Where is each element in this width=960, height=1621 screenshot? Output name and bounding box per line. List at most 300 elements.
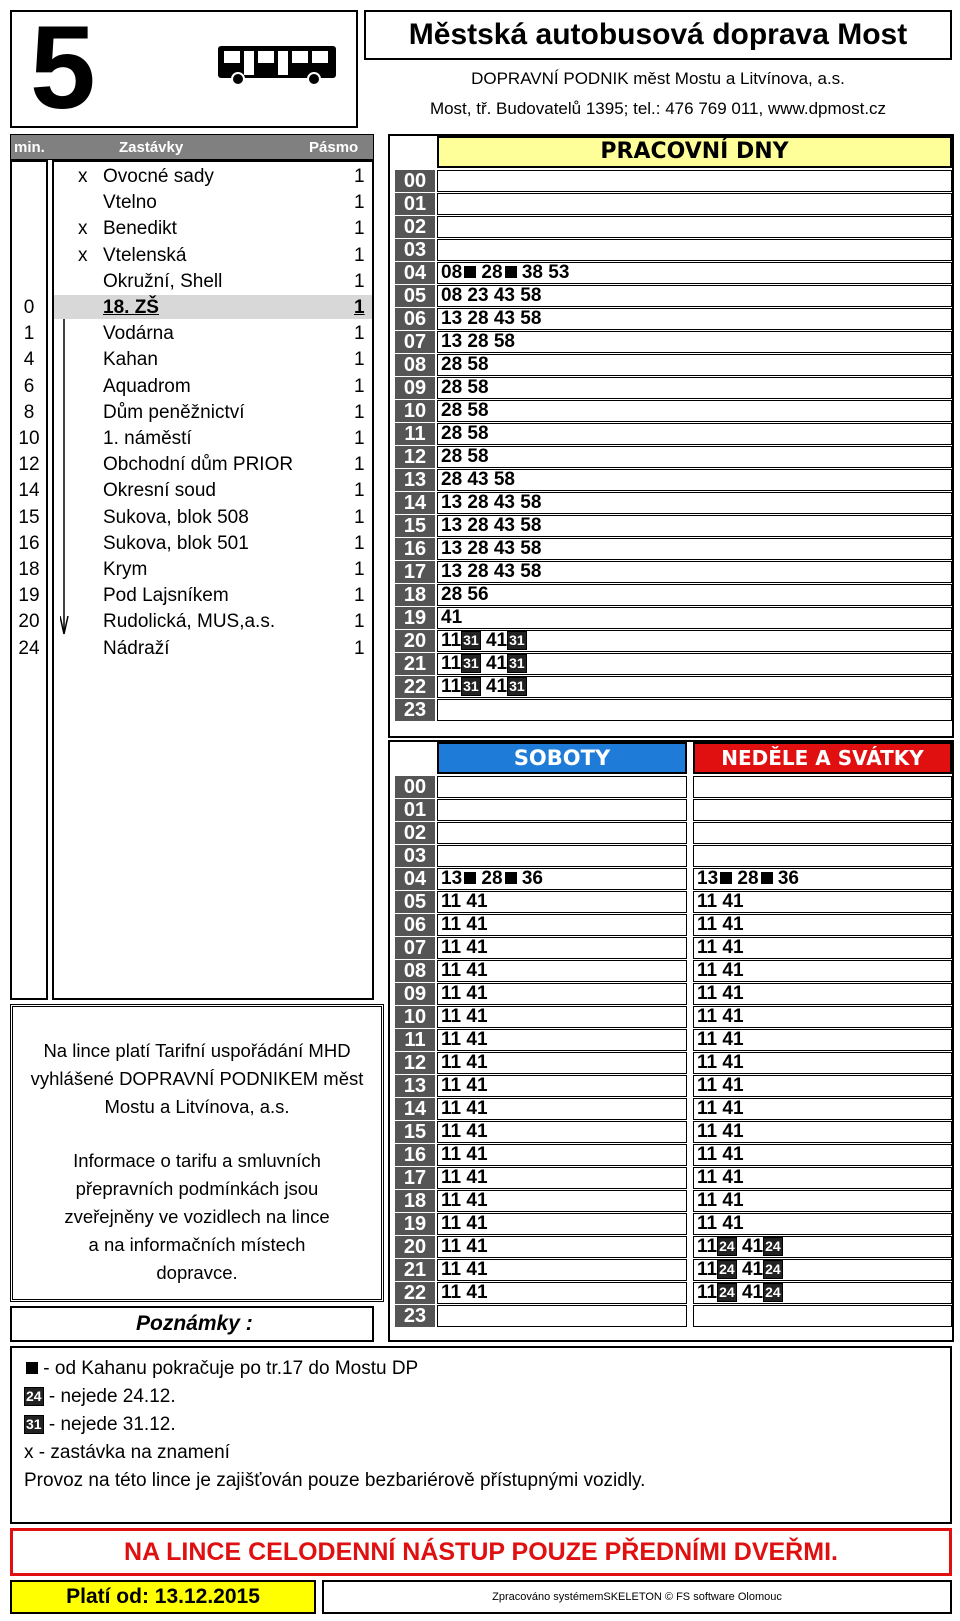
workday-times [441, 584, 489, 606]
sunday-time: 41 [722, 1052, 744, 1073]
workday-time: 13 [441, 561, 463, 582]
hour-cell: 04 [395, 868, 435, 890]
line-number-box [10, 2, 358, 134]
sunday-time: 13 [697, 868, 719, 889]
legend-request-stop: x - zastávka na znamení [24, 1442, 230, 1463]
workday-time: 53 [548, 262, 570, 283]
workday-time: 58 [520, 492, 542, 513]
credit: Zpracováno systémemSKELETON © FS software Olomouc [322, 1580, 952, 1614]
hour-cell: 05 [395, 285, 435, 307]
saturday-time: 41 [466, 914, 488, 935]
line-number: 5 [30, 2, 92, 134]
stop-name: Benedikt [103, 218, 177, 240]
hour-cell: 18 [395, 584, 435, 606]
notes-label-box [10, 1306, 374, 1342]
workday-times [441, 469, 515, 491]
stop-minute: 16 [18, 532, 40, 554]
hour-cell: 17 [395, 561, 435, 583]
day-exception-marker: 24 [719, 1261, 735, 1277]
time-row [437, 239, 952, 261]
time-row [437, 699, 952, 721]
time-row [693, 1305, 952, 1327]
workday-time: 11 [441, 630, 462, 651]
time-row [693, 799, 952, 821]
stop-zone: 1 [354, 244, 365, 266]
sunday-times [697, 937, 744, 959]
bus-icon [216, 44, 338, 86]
saturday-time: 41 [466, 1144, 488, 1165]
workday-time: 28 [441, 584, 463, 605]
workday-time: 11 [441, 653, 462, 674]
stop-name: Obchodní dům PRIOR [103, 454, 294, 476]
saturday-time: 11 [441, 983, 462, 1004]
workday-time: 28 [441, 446, 463, 467]
hour-cell: 11 [395, 1029, 435, 1051]
saturday-time: 11 [441, 1075, 462, 1096]
workday-time: 28 [441, 354, 463, 375]
hour-cell: 00 [395, 776, 435, 798]
sunday-times [697, 1029, 744, 1051]
stop-zone: 1 [354, 297, 365, 318]
saturday-time: 41 [466, 1075, 488, 1096]
hour-cell: 16 [395, 538, 435, 560]
info-note-line: Informace o tarifu a smluvních [73, 1150, 321, 1171]
workday-time: 28 [467, 331, 489, 352]
sunday-time: 41 [722, 937, 744, 958]
time-row [437, 400, 952, 422]
sunday-times [697, 960, 744, 982]
company-name: DOPRAVNÍ PODNIK měst Mostu a Litvínova, a.s. [471, 69, 845, 88]
time-row [437, 446, 952, 468]
stop-minute: 24 [18, 637, 40, 659]
hour-cell: 03 [395, 845, 435, 867]
stop-zone: 1 [354, 559, 365, 580]
stop-name: 18. ZŠ [103, 297, 159, 318]
sunday-time: 11 [697, 1029, 718, 1050]
stop-name: Sukova, blok 508 [103, 506, 249, 528]
sunday-time: 41 [722, 960, 744, 981]
stop-zone: 1 [354, 375, 365, 397]
saturday-times [441, 914, 488, 936]
stop-minute: 6 [23, 375, 35, 397]
saturday-times [441, 1282, 488, 1304]
hour-cell: 13 [395, 469, 435, 491]
sunday-time: 41 [722, 914, 744, 935]
workday-time: 58 [493, 469, 515, 490]
request-stop-mark: x [78, 166, 88, 187]
day-exception-marker: 24 [765, 1284, 781, 1300]
workday-time: 08 [441, 285, 463, 306]
workday-time: 58 [467, 446, 489, 467]
workday-time: 28 [441, 469, 463, 490]
tariff-info-box [10, 1004, 384, 1302]
stop-minute: 1 [23, 323, 35, 345]
workday-time: 13 [441, 515, 463, 536]
stop-minute [10, 216, 48, 242]
workday-time: 28 [441, 400, 463, 421]
workday-time: 28 [481, 262, 503, 283]
stop-minute: 8 [23, 401, 35, 423]
time-row [437, 607, 952, 629]
workday-times [441, 423, 489, 445]
day-exception-marker: 24 [719, 1238, 735, 1254]
workday-times [441, 653, 527, 675]
saturday-time: 11 [441, 1213, 462, 1234]
sunday-time: 11 [697, 914, 718, 935]
sunday-time: 11 [697, 960, 718, 981]
saturday-times [441, 868, 543, 890]
valid-from: Platí od: 13.12.2015 [10, 1580, 316, 1614]
stop-zone: 1 [354, 401, 365, 423]
tariff-note-line: Na lince platí Tarifní uspořádání MHD [43, 1040, 351, 1061]
workday-times [441, 607, 462, 629]
stop-zone: 1 [354, 349, 365, 371]
sunday-time: 41 [722, 1167, 744, 1188]
saturday-time: 11 [441, 1121, 462, 1142]
time-row [693, 776, 952, 798]
legend-square: - od Kahanu pokračuje po tr.17 do Mostu DP [24, 1358, 418, 1380]
sunday-times [697, 1236, 783, 1258]
time-row [437, 377, 952, 399]
stop-minute [10, 164, 48, 190]
sunday-time: 41 [741, 1282, 764, 1303]
request-stop-mark: x [78, 218, 88, 240]
sunday-times [697, 983, 744, 1005]
stop-zone: 1 [354, 166, 365, 187]
day-exception-marker: 31 [463, 655, 479, 671]
stop-zone: 1 [354, 637, 365, 659]
saturday-time: 36 [521, 868, 543, 889]
saturday-time: 41 [466, 983, 488, 1004]
sunday-times [697, 1190, 744, 1212]
sunday-time: 11 [697, 1213, 718, 1234]
day-exception-marker: 31 [509, 655, 525, 671]
stop-name: Pod Lajsníkem [103, 585, 229, 607]
time-row [437, 822, 687, 844]
time-row [437, 584, 952, 606]
workday-times [441, 446, 489, 468]
saturday-time: 41 [466, 1052, 488, 1073]
square-marker-icon [464, 872, 476, 884]
hour-cell: 08 [395, 354, 435, 376]
hour-cell: 12 [395, 1052, 435, 1074]
workday-time: 58 [467, 423, 489, 444]
stop-minute: 14 [18, 480, 40, 502]
saturday-time: 11 [441, 1282, 462, 1303]
time-row [437, 799, 687, 821]
sunday-time: 41 [722, 1006, 744, 1027]
sunday-time: 11 [697, 1167, 718, 1188]
time-row [437, 776, 687, 798]
company-info [364, 64, 952, 128]
time-row [437, 193, 952, 215]
tariff-note [13, 1037, 381, 1121]
time-row [437, 216, 952, 238]
sunday-time: 11 [697, 937, 718, 958]
stop-zone: 1 [354, 506, 365, 528]
saturday-times [441, 983, 488, 1005]
min-header: min. [14, 139, 45, 156]
hour-cell: 20 [395, 1236, 435, 1258]
workday-time: 08 [441, 262, 463, 283]
day-exception-marker: 24 [765, 1238, 781, 1254]
sunday-times [697, 1121, 744, 1143]
zone-header: Pásmo [309, 139, 359, 156]
hour-cell: 06 [395, 914, 435, 936]
saturday-times [441, 1006, 488, 1028]
saturday-time: 11 [441, 1190, 462, 1211]
saturday-times [441, 1144, 488, 1166]
sunday-header: NEDĚLE A SVÁTKY [693, 742, 952, 774]
hour-cell: 22 [395, 676, 435, 698]
workday-time: 11 [441, 676, 462, 697]
saturday-time: 41 [466, 937, 488, 958]
hour-cell: 10 [395, 1006, 435, 1028]
day-exception-marker: 24 [765, 1261, 781, 1277]
saturday-time: 11 [441, 960, 462, 981]
box-31-marker: 31 [26, 1416, 42, 1432]
workday-times [441, 354, 489, 376]
saturday-times [441, 1167, 488, 1189]
hour-cell: 08 [395, 960, 435, 982]
current-stop-highlight [54, 295, 372, 319]
direction-arrow [60, 294, 74, 638]
workday-time: 41 [441, 607, 463, 628]
saturday-times [441, 891, 488, 913]
sunday-time: 41 [722, 1121, 744, 1142]
workday-times [441, 515, 541, 537]
sunday-time: 41 [722, 1213, 744, 1234]
hour-cell: 20 [395, 630, 435, 652]
stop-minute: 4 [23, 349, 35, 371]
hour-cell: 15 [395, 1121, 435, 1143]
stop-name: Okružní, Shell [103, 270, 223, 292]
saturday-time: 41 [466, 1259, 488, 1280]
workday-time: 43 [493, 308, 515, 329]
stop-zone: 1 [354, 323, 365, 345]
workday-time: 43 [467, 469, 489, 490]
time-row [437, 845, 687, 867]
day-exception-marker: 31 [509, 678, 525, 694]
stop-name: Nádraží [103, 637, 170, 659]
saturday-time: 41 [466, 1006, 488, 1027]
saturday-times [441, 1075, 488, 1097]
sunday-time: 11 [697, 1098, 718, 1119]
saturday-time: 11 [441, 1052, 462, 1073]
workday-time: 28 [467, 515, 489, 536]
workday-time: 58 [467, 400, 489, 421]
saturday-time: 41 [466, 1121, 488, 1142]
workday-time: 58 [467, 377, 489, 398]
hour-cell: 07 [395, 937, 435, 959]
tariff-note-line: vyhlášené DOPRAVNÍ PODNIKEM měst [30, 1068, 364, 1089]
hour-cell: 01 [395, 799, 435, 821]
sunday-time: 11 [697, 1282, 718, 1303]
info-note-line: přepravních podmínkách jsou [75, 1178, 319, 1199]
stop-name: 1. náměstí [103, 428, 192, 449]
workday-times [441, 285, 541, 307]
workday-time: 28 [467, 308, 489, 329]
stop-name: Krym [103, 559, 148, 580]
saturday-times [441, 1213, 488, 1235]
hour-cell: 15 [395, 515, 435, 537]
sunday-time: 28 [737, 868, 759, 889]
stop-minute: 0 [23, 297, 35, 318]
stop-zone: 1 [354, 454, 365, 476]
saturday-times [441, 1236, 488, 1258]
saturday-time: 13 [441, 868, 463, 889]
sunday-time: 11 [697, 1259, 718, 1280]
saturday-time: 11 [441, 1167, 462, 1188]
stop-minute [10, 243, 48, 269]
company-address: Most, tř. Budovatelů 1395; tel.: 476 769 011, www.dpmost.cz [429, 99, 887, 118]
hour-cell: 21 [395, 653, 435, 675]
saturday-time: 41 [466, 1098, 488, 1119]
hour-cell: 14 [395, 1098, 435, 1120]
hour-cell: 05 [395, 891, 435, 913]
saturday-time: 41 [466, 1190, 488, 1211]
stop-name: Vodárna [103, 323, 174, 345]
workday-time: 28 [441, 377, 463, 398]
hour-cell: 09 [395, 377, 435, 399]
saturday-times [441, 1190, 488, 1212]
saturday-time: 41 [466, 1029, 488, 1050]
stop-zone: 1 [354, 192, 365, 214]
sunday-time: 11 [697, 983, 718, 1004]
sunday-times [697, 891, 744, 913]
stop-minute [10, 269, 48, 295]
hour-cell: 14 [395, 492, 435, 514]
saturday-time: 11 [441, 937, 462, 958]
saturday-time: 11 [441, 1236, 462, 1257]
stop-minute: 18 [18, 559, 40, 580]
saturday-time: 11 [441, 1144, 462, 1165]
workday-time: 56 [467, 584, 489, 605]
time-row [437, 170, 952, 192]
stops-header [10, 134, 374, 160]
hour-cell: 06 [395, 308, 435, 330]
workday-time: 58 [520, 308, 542, 329]
sunday-time: 41 [722, 1190, 744, 1211]
stop-name: Rudolická, MUS,a.s. [103, 611, 276, 633]
legend-31: 31 - nejede 31.12. [26, 1414, 176, 1435]
time-row [693, 845, 952, 867]
hour-cell: 09 [395, 983, 435, 1005]
workday-times [441, 331, 515, 353]
hour-cell: 23 [395, 699, 435, 721]
day-exception-marker: 31 [463, 678, 479, 694]
stop-zone: 1 [354, 428, 365, 449]
sunday-time: 11 [697, 1190, 718, 1211]
workday-time: 28 [467, 561, 489, 582]
saturday-time: 41 [466, 1236, 488, 1257]
workday-times [441, 561, 541, 583]
hour-cell: 07 [395, 331, 435, 353]
sunday-times [697, 1282, 783, 1304]
sunday-time: 11 [697, 1006, 718, 1027]
saturday-times [441, 937, 488, 959]
saturday-time: 41 [466, 1282, 488, 1303]
sunday-times [697, 914, 744, 936]
workday-time: 43 [493, 492, 515, 513]
saturday-time: 41 [466, 891, 488, 912]
workday-time: 41 [485, 630, 508, 651]
saturday-time: 28 [481, 868, 503, 889]
saturday-time: 11 [441, 1006, 462, 1027]
stop-zone: 1 [354, 270, 365, 292]
saturday-header: SOBOTY [437, 742, 687, 774]
hour-cell: 19 [395, 1213, 435, 1235]
day-exception-marker: 31 [509, 632, 525, 648]
hour-cell: 16 [395, 1144, 435, 1166]
box-24-marker: 24 [26, 1388, 42, 1404]
workday-time: 13 [441, 331, 463, 352]
saturday-time: 41 [466, 1213, 488, 1234]
saturday-times [441, 1029, 488, 1051]
saturday-times [441, 1259, 488, 1281]
sunday-time: 36 [777, 868, 799, 889]
stop-name: Dům peněžnictví [103, 401, 245, 423]
hour-cell: 02 [395, 216, 435, 238]
workday-header: PRACOVNÍ DNY [437, 136, 952, 168]
stops-column-header: Zastávky [119, 139, 184, 156]
sunday-times [697, 1052, 744, 1074]
stop-zone: 1 [354, 532, 365, 554]
legend-24: 24 - nejede 24.12. [26, 1386, 176, 1407]
stop-name: Aquadrom [103, 375, 191, 397]
sunday-times [697, 1213, 744, 1235]
saturday-time: 41 [466, 1167, 488, 1188]
square-marker-icon [761, 872, 773, 884]
stop-zone: 1 [354, 585, 365, 607]
workday-time: 13 [441, 308, 463, 329]
square-marker-icon [505, 872, 517, 884]
day-exception-marker: 24 [719, 1284, 735, 1300]
workday-time: 41 [485, 676, 508, 697]
stop-name: Kahan [103, 349, 158, 371]
workday-times [441, 630, 527, 652]
hour-cell: 04 [395, 262, 435, 284]
sunday-times [697, 1006, 744, 1028]
hour-cell: 10 [395, 400, 435, 422]
workday-time: 58 [520, 538, 542, 559]
stop-name: Vtelenská [103, 244, 187, 266]
square-marker-icon [505, 266, 517, 278]
workday-time: 58 [520, 515, 542, 536]
stop-name: Sukova, blok 501 [103, 532, 249, 554]
workday-times [441, 400, 489, 422]
saturday-times [441, 1052, 488, 1074]
sunday-time: 11 [697, 1144, 718, 1165]
sunday-times [697, 1075, 744, 1097]
square-marker-icon [26, 1362, 38, 1374]
stop-minute: 15 [18, 506, 40, 528]
workday-times [441, 492, 541, 514]
saturday-time: 11 [441, 1259, 462, 1280]
workday-time: 58 [520, 285, 542, 306]
sunday-time: 41 [741, 1236, 764, 1257]
hour-cell: 11 [395, 423, 435, 445]
workday-time: 43 [493, 285, 515, 306]
request-stop-mark: x [78, 244, 88, 266]
workday-time: 43 [493, 538, 515, 559]
sunday-time: 41 [722, 1029, 744, 1050]
workday-times [441, 377, 489, 399]
sunday-time: 41 [741, 1259, 764, 1280]
hour-cell: 00 [395, 170, 435, 192]
hour-cell: 02 [395, 822, 435, 844]
workday-time: 13 [441, 492, 463, 513]
